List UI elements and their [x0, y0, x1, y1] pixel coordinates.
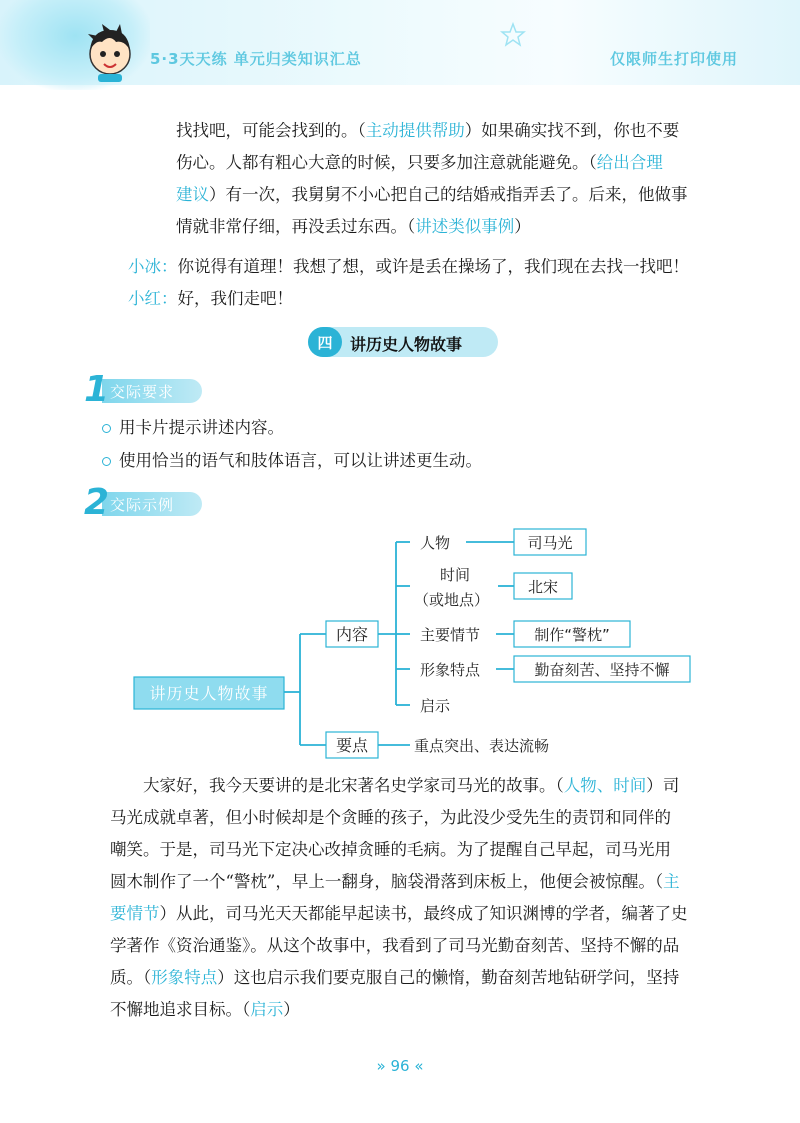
paragraph-line	[110, 930, 720, 962]
annotation-text: 启示	[250, 1000, 284, 1019]
body-text: 圆木制作了一个“警枕”，早上一翻身，脑袋滑落到床板上，他便会被惊醒。（	[110, 872, 664, 891]
item-label: 时间	[440, 566, 471, 584]
value-text: 勤奋刻苦、坚持不懈	[534, 661, 670, 679]
body-text: 情就非常仔细，再没丢过东西。（	[176, 217, 416, 236]
body-text: ）	[514, 217, 531, 236]
annotation-text: 人物、时间	[563, 776, 647, 795]
section-badge: 四	[308, 327, 342, 357]
paragraph-line	[110, 770, 720, 802]
dialogue-text: 好，我们走吧！	[177, 289, 293, 308]
body-text: ）有一次，我舅舅不小心把自己的结婚戒指弄丢了。后来，他做事	[209, 185, 688, 204]
speaker-name: 小红：	[128, 289, 178, 308]
paragraph-line	[110, 802, 720, 834]
page-number	[360, 1057, 440, 1075]
header-title: 5·3天天练 单元归类知识汇总	[150, 50, 362, 68]
value-text: 北宋	[527, 578, 559, 596]
body-text: 不懈地追求目标。（	[110, 1000, 251, 1019]
paragraph-line	[110, 962, 720, 994]
story-paragraph	[110, 770, 720, 1026]
paragraph-line	[110, 898, 720, 930]
double-arrow-left-icon: «	[414, 1057, 424, 1075]
paragraph-line	[110, 834, 720, 866]
paragraph-line	[110, 994, 720, 1026]
double-arrow-right-icon: »	[376, 1057, 386, 1075]
dialogue-text: 你说得有道理！我想了想，或许是丢在操场了，我们现在去找一找吧！	[177, 257, 689, 276]
points-value: 重点突出、表达流畅	[414, 737, 550, 755]
annotation-text: 讲述类似事例	[415, 217, 515, 236]
points-node-label: 要点	[335, 736, 369, 755]
item-label: （或地点）	[414, 591, 490, 609]
body-text: ）如果确实找不到，你也不要	[464, 121, 680, 140]
heading-label: 交际示例	[110, 496, 175, 514]
bullet-item: 使用恰当的语气和肢体语言，可以让讲述更生动。	[102, 446, 482, 476]
body-text: ）这也启示我们要克服自己的懒惰，勤奋刻苦地钻研学问，坚持	[217, 968, 680, 987]
annotation-text: 主动提供帮助	[365, 121, 465, 140]
heading-number: 1	[84, 369, 110, 410]
body-text: 质。（	[110, 968, 152, 987]
body-text: 大家好，我今天要讲的是北宋著名史学家司马光的故事。（	[143, 776, 564, 795]
item-label: 形象特点	[420, 661, 481, 679]
annotation-text: 主	[663, 872, 680, 891]
heading-label: 交际要求	[110, 383, 175, 401]
body-text: ）	[283, 1000, 300, 1019]
body-text: ）司	[646, 776, 680, 795]
speaker-name: 小冰：	[128, 257, 178, 276]
annotation-text: 要情节	[110, 904, 160, 923]
body-text: 找找吧，可能会找到的。（	[176, 121, 366, 140]
body-text: ）从此，司马光天天都能早起读书，最终成了知识渊博的学者，编著了史	[159, 904, 688, 923]
value-text: 司马光	[527, 534, 573, 552]
heading-number: 2	[84, 482, 110, 523]
body-text: 伤心。人都有粗心大意的时候，只要多加注意就能避免。（	[176, 153, 597, 172]
content-node-label: 内容	[335, 625, 369, 644]
item-label: 启示	[420, 697, 451, 715]
annotation-text: 建议	[176, 185, 209, 204]
header-right-text: 仅限师生打印使用	[609, 50, 738, 68]
body-text: 马光成就卓著，但小时候却是个贪睡的孩子，为此没少受先生的责罚和同伴的	[110, 808, 671, 827]
body-text: 学著作《资治通鉴》。从这个故事中，我看到了司马光勤奋刻苦、坚持不懈的品	[110, 936, 680, 955]
page-number-value: 96	[390, 1057, 410, 1075]
item-label: 人物	[420, 534, 451, 552]
bullet-item: 用卡片提示讲述内容。	[102, 413, 284, 443]
item-label: 主要情节	[420, 626, 481, 644]
value-text: 制作“警枕”	[534, 626, 610, 644]
body-text: 嘲笑。于是，司马光下定决心改掉贪睡的毛病。为了提醒自己早起，司马光用	[110, 840, 671, 859]
section-title: 讲历史人物故事	[350, 335, 463, 354]
annotation-text: 给出合理	[596, 153, 663, 172]
root-node-label: 讲历史人物故事	[149, 684, 269, 703]
paragraph-line	[110, 866, 720, 898]
annotation-text: 形象特点	[151, 968, 218, 987]
